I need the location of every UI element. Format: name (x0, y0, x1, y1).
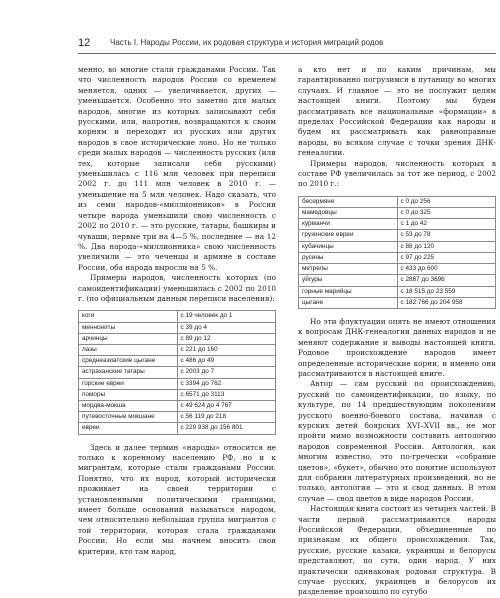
left-paragraph-1: менно, во многие стали гражданами России. Так что численность народов России со временем меняется, одних — увеличивается, других — уменьшается. Особенно это заметно для малых народов, многие из которых записывают себя русскими, или, напротив, возвращаются к своим корням и переходят из русских или других народов в свое исторические лоно. Но не только среди малых народов — численность русских (или тех, которые записали себя русскими) уменьшилась с 116 млн человек при переписи 2002 г. до 111 млн человек в 2010 г. — уменьшение на 5 млн человек. Надо сказать, что из семи народов-«миллионников» в России четыре народа уменьшили свою численность с 2002 по 2010 г. — это русские, татары, башкиры и чуваши, первые три на 4—5 %, последние — на 12 %. Два народа-«миллионника» свою численность увеличили — это чеченцы и армяне в составе России, оба народа выросли на 5 %. (78, 65, 276, 272)
right-paragraph-2: Примеры народов, численность которых в составе РФ увеличилась за тот же период, с 2002 по 2010 г.: (298, 158, 496, 189)
population-change-cell: с 0 до 325 (397, 208, 496, 219)
table-row (79, 423, 276, 434)
population-change-cell: с 0 до 256 (397, 196, 496, 207)
people-name-cell: цыгане (299, 297, 398, 308)
table-row (299, 241, 496, 252)
right-column (298, 65, 496, 598)
table-row (79, 400, 276, 411)
population-change-cell: с 221 до 160 (177, 344, 276, 355)
people-name-cell: среднеазиатские цыгане (79, 356, 178, 367)
people-name-cell: астраханские татары (79, 367, 178, 378)
table-row (79, 311, 276, 322)
table-row (79, 344, 276, 355)
people-name-cell: уйгуры (299, 275, 398, 286)
population-change-cell: с 39 до 4 (177, 322, 276, 333)
header-rule (78, 53, 496, 54)
people-name-cell: мордва-мокша (79, 400, 178, 411)
population-change-cell: с 229 938 до 156 801 (177, 423, 276, 434)
population-change-cell: с 182 766 до 204 958 (397, 297, 496, 308)
population-change-cell: с 6571 до 3113 (177, 389, 276, 400)
people-name-cell: мамедовцы (299, 208, 398, 219)
population-change-cell: с 3394 до 762 (177, 378, 276, 389)
left-paragraph-2: Примеры народов, численность которых (по самоидентификации) уменьшилась с 2002 по 2010 г. (по официальным данным переписи населения): (78, 273, 276, 303)
left-paragraph-3: Здесь и далее термин «народы» относится не только к коренному населению РФ, но и к мигрантам, которые стали гражданами России. Понятно, что их народ, который исторически проживает на своей территории с установленными политическими границами, имеет больше оснований называться народом, чем относительно небольшая группа мигрантов с той территории, которая стала гражданами России. Но если мы начнем вносить свои критерии, кто там народ, (78, 442, 276, 556)
table-row (299, 297, 496, 308)
decline-table (78, 310, 276, 434)
population-change-cell: с 18 515 до 23 559 (397, 286, 496, 297)
page-number: 12 (78, 37, 91, 49)
people-name-cell: русины (299, 252, 398, 263)
people-name-cell: грузинские евреи (299, 230, 398, 241)
people-name-cell: горские евреи (79, 378, 178, 389)
table-row (79, 367, 276, 378)
table-row (299, 230, 496, 241)
right-paragraph-4: Автор — сам русский по происхождению, русский по самоидентификации, по языку, по культуре, по 14 предшествующим поколениям русского военно-боевого состава, начиная с курских детей боярских XVI–XVII вв., не мог пройти мимо возможности составить антологию народов современной России. Антология, как многим известно, это по-гречески «собрание цветов», «букет», обычно это понятие используют для собрания литературных произведений, но не только, антология — это и свод данных. В этом случае — свод цветов в виде народов России. (298, 379, 496, 503)
people-name-cell: курманчи (299, 219, 398, 230)
table-row (79, 322, 276, 333)
table-row (79, 412, 276, 423)
table-row (79, 356, 276, 367)
people-name-cell: меннониты (79, 322, 178, 333)
table-row (79, 378, 276, 389)
population-change-cell: с 88 до 120 (397, 241, 496, 252)
running-head: Часть I. Народы России, их родовая структура и история миграций родов (110, 38, 384, 47)
population-change-cell: с 1 до 42 (397, 219, 496, 230)
people-name-cell: арчинцы (79, 333, 178, 344)
people-name-cell: поморы (79, 389, 178, 400)
table-row (299, 252, 496, 263)
population-change-cell: с 97 до 225 (397, 252, 496, 263)
right-paragraph-5: Настоящая книга состоит из четырех частей. В части первой рассматриваются народы Российской Федерации, объединенные по признакам их общего происхождения. Так, русские, русские казаки, украинцы и белорусы представляют, по сути, один народ. У них практически одинаковая родовая структура. В случае русских, украинцев и белорусов их разделение произошло по сугубо (298, 504, 496, 597)
population-change-cell: с 433 до 600 (397, 264, 496, 275)
population-change-cell: с 2003 до 7 (177, 367, 276, 378)
people-name-cell: евреи (79, 423, 178, 434)
table-row (299, 275, 496, 286)
people-name-cell: путевосточные мокшане (79, 412, 178, 423)
people-name-cell: метрелы (299, 264, 398, 275)
people-name-cell: лазы (79, 344, 178, 355)
left-column (78, 65, 276, 557)
population-change-cell: с 89 до 12 (177, 333, 276, 344)
right-paragraph-1: а кто нет и по каким причинам, мы гарантированно погрузимся в путаницу во многих случаях. И главное — это не послужит целям настоящей книги. Поэтому мы будем рассматривать все национальные «формации» в пределах Российской Федерации как народы и будем их рассматривать как равноправные народы, во всяком случае с точки зрения ДНК-генеалогии. (298, 65, 496, 158)
table-row (299, 208, 496, 219)
people-name-cell: горные марийцы (299, 286, 398, 297)
population-change-cell: с 56 119 до 218 (177, 412, 276, 423)
table-row (79, 333, 276, 344)
people-name-cell: бесермяне (299, 196, 398, 207)
table-row (299, 264, 496, 275)
population-change-cell: с 2867 до 3696 (397, 275, 496, 286)
population-change-cell: с 53 до 78 (397, 230, 496, 241)
page-header (0, 0, 500, 52)
population-change-cell: с 49 624 до 4 767 (177, 400, 276, 411)
table-row (299, 286, 496, 297)
right-paragraph-3: Но эти флуктуации опять не имеют отношения к вопросам ДНК-генеалогии данных народов и не меняют содержание и выводы настоящей книги. Родовое происхождение народов имеет определенные исторические корни, и именно они рассматриваются в настоящей книге. (298, 316, 496, 378)
people-name-cell: коги (79, 311, 178, 322)
table-row (79, 389, 276, 400)
increase-table (298, 196, 496, 309)
people-name-cell: кубачинцы (299, 241, 398, 252)
table-row (299, 196, 496, 207)
population-change-cell: с 486 до 49 (177, 356, 276, 367)
population-change-cell: с 19 человек до 1 (177, 311, 276, 322)
table-row (299, 219, 496, 230)
